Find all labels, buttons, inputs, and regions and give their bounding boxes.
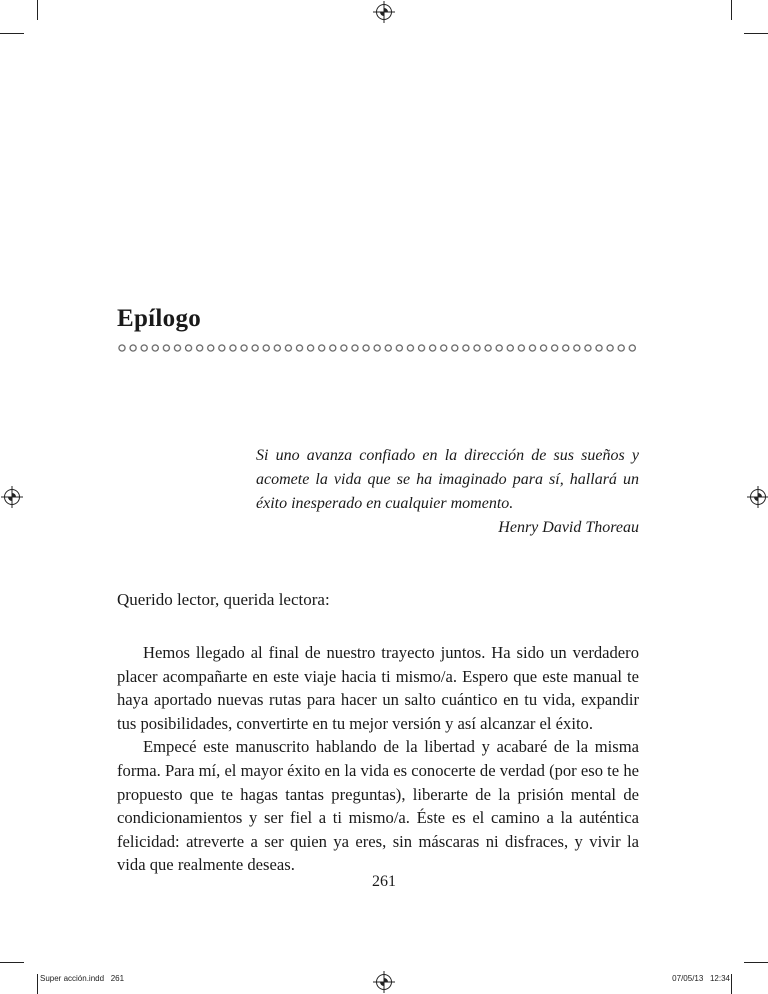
registration-mark-icon	[376, 4, 392, 20]
print-slug-datetime: 07/05/13 12:34	[672, 974, 730, 983]
crop-mark	[731, 0, 732, 20]
paragraph: Hemos llegado al final de nuestro trayecto juntos. Ha sido un verdadero placer acompañarte en este viaje hacia ti mismo/a. Espero que este manual te haya aportado nuevas rutas para hacer un salto cuántico en tu vida, expandir tus posibilidades, convertirte en tu mejor versión y así alcanzar el éxito.	[117, 643, 639, 733]
registration-mark-icon	[376, 974, 392, 990]
crop-mark	[744, 33, 768, 34]
chapter-title: Epílogo	[117, 305, 202, 332]
decorative-ornament-rule	[117, 343, 639, 355]
crop-mark	[744, 962, 768, 963]
paragraph: Empecé este manuscrito hablando de la libertad y acabaré de la misma forma. Para mí, el mayor éxito en la vida es conocerte de verdad (por eso te he propuesto que te hagas tantas preguntas), liberarte de la prisión mental de condicionamientos y ser fiel a ti mismo/a. Éste es el camino a la auténtica felicidad: atreverte a ser quien ya eres, sin máscaras ni disfraces, y vivir la vida que realmente deseas.	[117, 737, 639, 875]
crop-mark	[0, 33, 24, 34]
salutation: Querido lector, querida lectora:	[117, 590, 330, 609]
crop-mark	[0, 962, 24, 963]
crop-mark	[37, 974, 38, 994]
registration-mark-icon	[750, 489, 766, 505]
epigraph-author: Henry David Thoreau	[498, 519, 639, 536]
page-number: 261	[372, 873, 396, 890]
registration-mark-icon	[4, 489, 20, 505]
crop-mark	[731, 974, 732, 994]
epigraph-quote: Si uno avanza confiado en la dirección de sus sueños y acomete la vida que se ha imaginado para sí, hallará un éxito inesperado en cualquier momento.	[256, 447, 639, 512]
crop-mark	[37, 0, 38, 20]
body-text	[117, 641, 639, 877]
print-slug-file: Super acción.indd 261	[40, 974, 125, 983]
